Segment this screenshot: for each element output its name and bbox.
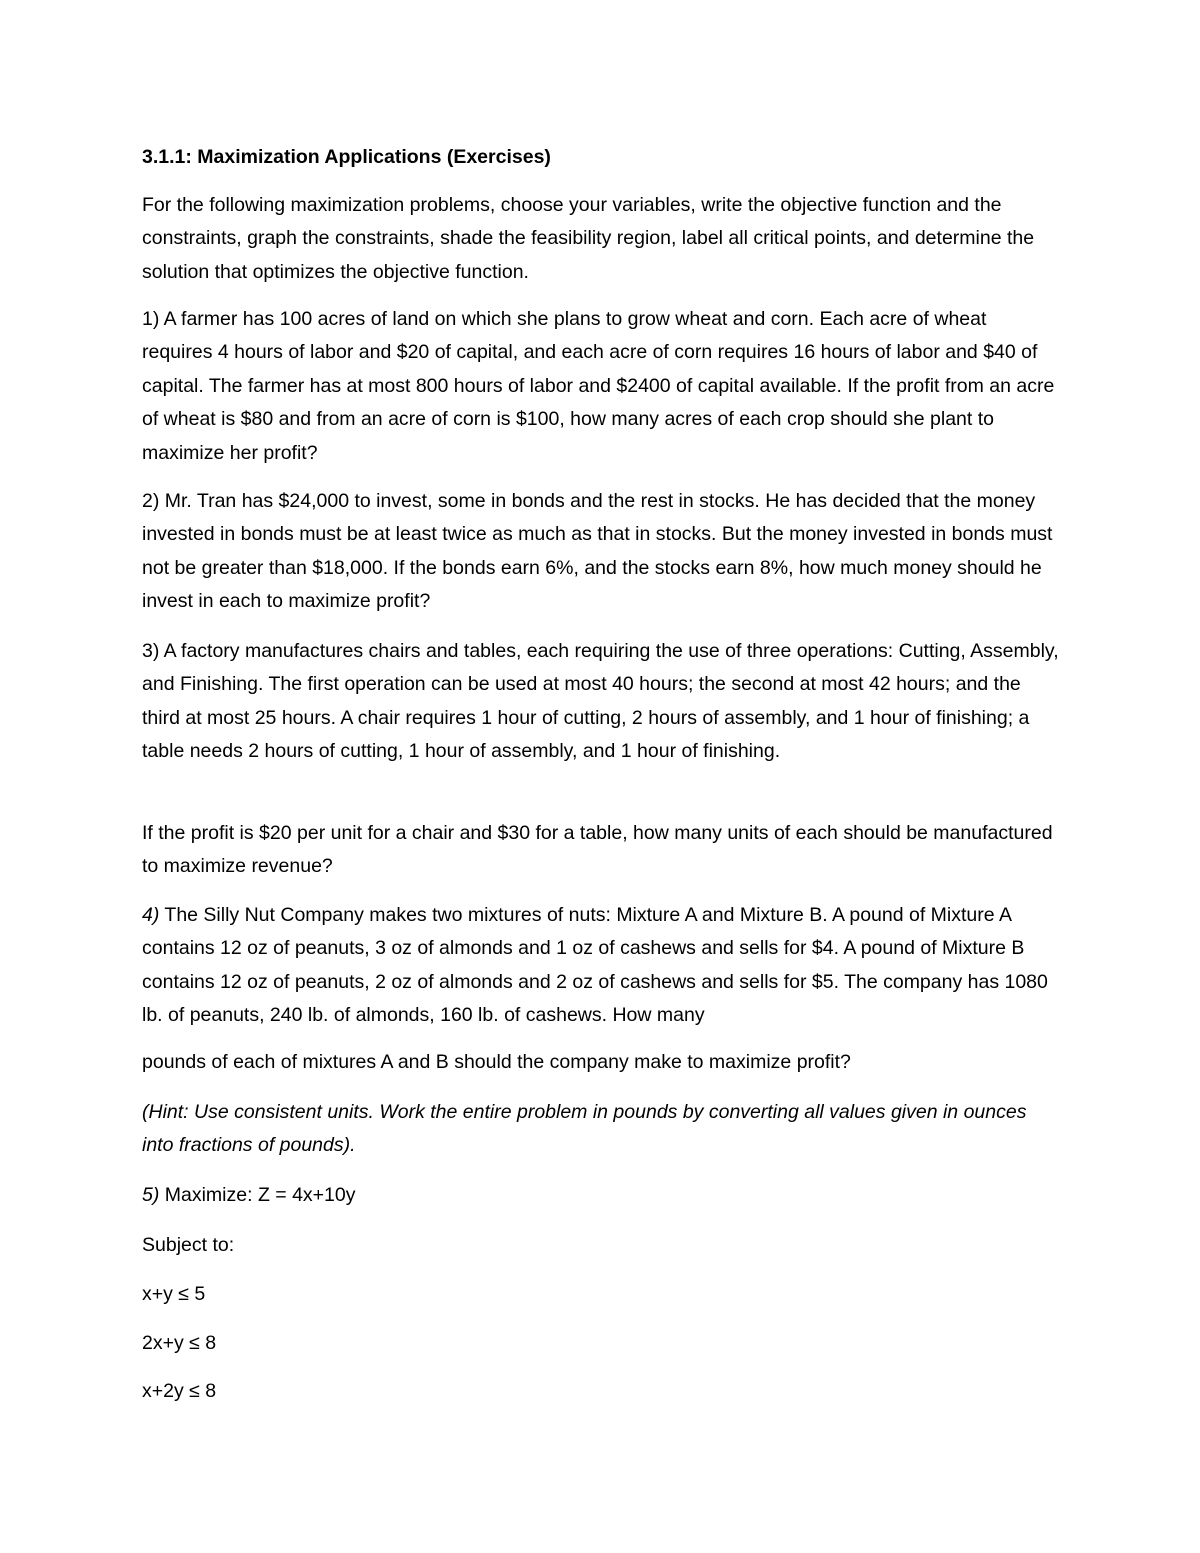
problem-3: 3) A factory manufactures chairs and tables, each requiring the use of three operations: Cutting, Assembly, and Finishing. The first operation can be used at most 40 hours; the second at most 42 hours; and the third at most 25 hours. A chair requires 1 hour of cutting, 2 hours of assembly, and 1 hour of finishing; a table needs 2 hours of cutting, 1 hour of assembly, and 1 hour of finishing.	[142, 640, 1059, 763]
problem-5-objective: Maximize: Z = 4x+10y	[159, 1184, 356, 1206]
problem-4-hint: (Hint: Use consistent units. Work the entire problem in pounds by converting all values given in ounces into fractions of pounds).	[142, 1101, 1027, 1157]
problem-4-question: pounds of each of mixtures A and B should the company make to maximize profit?	[142, 1051, 851, 1073]
problem-4	[142, 899, 1062, 1033]
problem-4-text: The Silly Nut Company makes two mixtures of nuts: Mixture A and Mixture B. A pound of Mixture A contains 12 oz of peanuts, 3 oz of almonds and 1 oz of cashews and sells for $4. A pound of Mixture B contains 12 oz of peanuts, 2 oz of almonds and 2 oz of cashews and sells for $5. The company has 1080 lb. of peanuts, 240 lb. of almonds, 160 lb. of cashews. How many	[142, 904, 1048, 1027]
problem-4-number: 4)	[142, 904, 160, 926]
problem-5-number: 5)	[142, 1184, 160, 1206]
problem-1: 1) A farmer has 100 acres of land on which she plans to grow wheat and corn. Each acre of wheat requires 4 hours of labor and $20 of capital, and each acre of corn requires 16 hours of labor and $40 of capital. The farmer has at most 800 hours of labor and $2400 of capital available. If the profit from an acre of wheat is $80 and from an acre of corn is $100, how many acres of each crop should she plant to maximize her profit?	[142, 308, 1055, 464]
instructions-paragraph: For the following maximization problems, choose your variables, write the objective function and the constraints, graph the constraints, shade the feasibility region, label all critical points, and determine the solution that optimizes the objective function.	[142, 194, 1035, 283]
constraint-3: x+2y ≤ 8	[142, 1380, 217, 1402]
page-title: 3.1.1: Maximization Applications (Exercises)	[142, 146, 551, 168]
subject-to-label: Subject to:	[142, 1234, 235, 1256]
problem-5	[142, 1179, 1062, 1212]
constraint-2: 2x+y ≤ 8	[142, 1332, 217, 1354]
constraint-1: x+y ≤ 5	[142, 1283, 206, 1305]
problem-2: 2) Mr. Tran has $24,000 to invest, some in bonds and the rest in stocks. He has decided that the money invested in bonds must be at least twice as much as that in stocks. But the money invested in bonds must not be greater than $18,000. If the bonds earn 6%, and the stocks earn 8%, how much money should he invest in each to maximize profit?	[142, 490, 1053, 613]
problem-3-question: If the profit is $20 per unit for a chair and $30 for a table, how many units of each should be manufactured to maximize revenue?	[142, 822, 1053, 878]
